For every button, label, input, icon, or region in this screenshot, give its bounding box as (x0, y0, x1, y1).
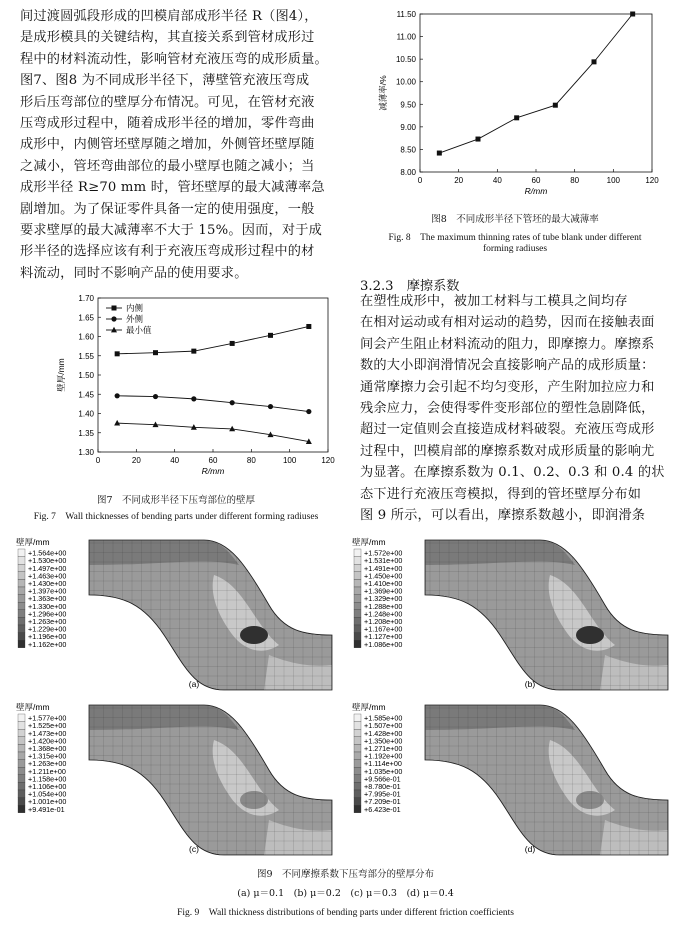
text-line: 在塑性成形中，被加工材料与工模具之间均存 (360, 294, 628, 309)
legend-swatch (18, 625, 25, 633)
legend-swatch (354, 625, 361, 633)
legend-swatch (18, 737, 25, 745)
fig9-panel-c (14, 700, 340, 860)
legend-level: +1.497e+00 (28, 563, 67, 573)
legend-level: +1.001e+00 (28, 797, 67, 807)
legend-level: +1.530e+00 (28, 556, 67, 566)
thinning-spot (576, 626, 604, 644)
legend-swatch (354, 798, 361, 806)
y-axis-label: 减薄率/% (378, 75, 388, 111)
y-tick-label: 10.50 (395, 55, 416, 65)
text-line: 为显著。在摩擦系数为 0.1、0.2、0.3 和 0.4 的状 (360, 465, 665, 481)
legend-marker (112, 306, 117, 311)
fig7-caption-cn: 图7 不同成形半径下压弯部位的壁厚 (96, 495, 256, 506)
data-point (630, 12, 635, 17)
legend-swatch (354, 729, 361, 737)
legend-swatch (18, 557, 25, 565)
x-tick-label: 0 (95, 456, 101, 465)
data-point (230, 400, 235, 405)
legend-swatch (354, 610, 361, 618)
legend-level: +1.263e+00 (28, 759, 67, 769)
y-tick-label: 1.40 (78, 409, 94, 419)
legend-level: +1.167e+00 (364, 624, 403, 634)
text-line: 成形中，内侧管坯壁厚随之增加，外侧管坯壁厚随 (20, 137, 315, 153)
legend-swatch (354, 752, 361, 760)
legend-title: 壁厚/mm (352, 537, 386, 547)
legend-level: +1.572e+00 (364, 548, 403, 558)
thinning-spot (576, 791, 604, 809)
text-line: 间过渡圆弧段形成的凹模肩部成形半径 R（图4）， (20, 9, 318, 24)
x-tick-label: 120 (645, 176, 659, 185)
legend-level: +6.423e-01 (364, 804, 401, 814)
legend-swatch (354, 714, 361, 722)
legend-swatch (18, 633, 25, 641)
legend-swatch (354, 617, 361, 625)
legend-level: +1.531e+00 (364, 556, 403, 566)
fig7-chart (16, 290, 336, 492)
legend-swatch (354, 557, 361, 565)
data-point (476, 137, 481, 142)
legend-level: +1.397e+00 (28, 586, 67, 596)
series-line (439, 14, 632, 153)
legend-level: +1.248e+00 (364, 609, 403, 619)
fig9-panel-b (350, 535, 680, 695)
y-tick-label: 1.35 (78, 428, 94, 438)
legend-swatch (18, 587, 25, 595)
legend-level: +7.209e-01 (364, 797, 401, 807)
text-line: 成形半径 R≥70 mm 时，管坯壁厚的最大减薄率急 (20, 180, 325, 196)
x-tick-label: 40 (492, 176, 502, 185)
x-axis-label: R/mm (524, 186, 548, 196)
text-line: 剧增加。为了保证零件具备一定的使用强度，一般 (20, 201, 315, 217)
legend-swatch (18, 595, 25, 603)
text-line: 是成形模具的关键结构，其直接关系到管材成形过 (20, 30, 315, 46)
series-line (117, 396, 309, 412)
data-point (268, 333, 273, 338)
fig9-caption-en: Fig. 9 Wall thickness distributions of bending parts under different friction coefficients (177, 908, 514, 918)
legend-level: +8.780e-01 (364, 782, 401, 791)
legend-entry: 最小值 (126, 325, 152, 335)
data-point (306, 409, 311, 414)
legend-level: +1.086e+00 (364, 639, 403, 649)
legend-swatch (354, 760, 361, 768)
legend-swatch (18, 602, 25, 610)
text-line: 在相对运动或有相对运动的趋势，因而在接触表面 (360, 315, 655, 331)
legend-swatch (18, 722, 25, 730)
x-tick-label: 40 (170, 456, 180, 465)
text-line: 超过一定值则会直接造成材料破裂。充液压弯成形 (360, 422, 655, 438)
text-line: 形半径的选择应该有利于充液压弯成形过程中的材 (20, 244, 315, 260)
legend-level: +1.473e+00 (28, 728, 67, 738)
text-line: 形后压弯部位的壁厚分布情况。可见，在管材充液 (20, 94, 315, 110)
legend-swatch (18, 714, 25, 722)
data-point (306, 324, 311, 329)
data-point (115, 393, 120, 398)
legend-marker (111, 316, 116, 321)
data-point (114, 420, 120, 426)
fig7-caption-en: Fig. 7 Wall thicknesses of bending parts under different forming radiuses (33, 512, 319, 522)
legend-swatch (354, 790, 361, 798)
legend-level: +1.577e+00 (28, 713, 67, 723)
legend-swatch (18, 805, 25, 813)
legend-level: +1.127e+00 (364, 632, 403, 642)
x-tick-label: 80 (246, 456, 256, 465)
panel-tag: (b) (524, 679, 536, 689)
legend-level: +1.196e+00 (28, 632, 67, 642)
legend-level: +1.263e+00 (28, 617, 67, 626)
data-point (230, 341, 235, 346)
legend-swatch (354, 775, 361, 783)
series-line (117, 423, 309, 441)
legend-swatch (354, 737, 361, 745)
text-line: 要求壁厚的最大减薄率不大于 15%。因而，对于成 (20, 222, 323, 238)
text-line: 残余应力，会使得零件变形部位的塑性急剧降低， (360, 400, 655, 416)
section-heading: 3.2.3 摩擦系数 (360, 279, 460, 294)
legend-level: +1.054e+00 (28, 789, 67, 799)
legend-title: 壁厚/mm (16, 537, 50, 547)
y-tick-label: 1.65 (78, 313, 94, 323)
legend-swatch (18, 610, 25, 618)
text-line: 压弯成形过程中，随着成形半径的增加，零件弯曲 (20, 115, 315, 131)
legend-level: +9.491e-01 (28, 804, 65, 814)
y-tick-label: 9.50 (400, 100, 416, 110)
fig9-panel-a (14, 535, 340, 695)
legend-level: +1.368e+00 (28, 744, 67, 753)
x-tick-label: 80 (570, 176, 580, 185)
y-tick-label: 10.00 (395, 77, 416, 87)
fig8-chart (362, 6, 662, 206)
legend-swatch (354, 744, 361, 752)
fig9-caption-cn: 图9 不同摩擦系数下压弯部分的壁厚分布 (256, 869, 435, 880)
legend-level: +1.211e+00 (28, 766, 66, 776)
legend-swatch (354, 587, 361, 595)
text-line: 数的大小即润滑情况会直接影响产品的成形质量： (360, 358, 655, 374)
legend-level: +1.585e+00 (364, 713, 403, 723)
text-line: 之减小，管坯弯曲部位的最小壁厚也随之减小；当 (20, 158, 315, 174)
legend-swatch (354, 572, 361, 580)
text-line: 图7、图8 为不同成形半径下，薄壁管充液压弯成 (20, 73, 310, 89)
legend-level: +1.162e+00 (28, 639, 67, 649)
legend-swatch (18, 775, 25, 783)
legend-level: +7.995e-01 (364, 789, 401, 799)
legend-level: +1.428e+00 (364, 728, 403, 738)
text-line: 态下进行充液压弯模拟，得到的管坯壁厚分布如 (360, 486, 642, 502)
legend-level: +1.192e+00 (364, 751, 403, 761)
legend-title: 壁厚/mm (352, 702, 386, 712)
text-line: 过程中，凹模肩部的摩擦系数对成形质量的影响尤 (360, 443, 655, 459)
x-axis-label: R/mm (201, 466, 225, 476)
data-point (153, 350, 158, 355)
panel-tag: (c) (189, 844, 199, 854)
text-line: 程中的材料流动性，影响管材充液压弯的成形质量。 (20, 51, 328, 67)
data-point (592, 59, 597, 64)
y-tick-label: 8.00 (400, 168, 416, 177)
y-tick-label: 11.50 (396, 10, 416, 19)
x-tick-label: 100 (282, 456, 297, 465)
legend-level: +1.035e+00 (364, 766, 403, 776)
plot-frame (420, 14, 652, 172)
right-paragraph (360, 291, 665, 526)
legend-swatch (18, 564, 25, 572)
legend-level: +1.271e+00 (364, 744, 403, 753)
legend-swatch (18, 744, 25, 752)
legend-level: +1.158e+00 (28, 774, 67, 784)
text-line: 图 9 所示，可以看出，摩擦系数越小，即润滑条 (360, 507, 646, 523)
legend-swatch (18, 549, 25, 557)
legend-level: +1.315e+00 (28, 751, 67, 761)
legend-swatch (18, 572, 25, 580)
legend-swatch (18, 752, 25, 760)
fig9-panel-d (350, 700, 680, 860)
x-tick-label: 20 (131, 456, 141, 465)
x-tick-label: 120 (321, 456, 335, 465)
legend-level: +1.450e+00 (364, 571, 403, 581)
legend-title: 壁厚/mm (16, 702, 50, 712)
legend-swatch (354, 602, 361, 610)
legend-swatch (18, 579, 25, 587)
legend-entry: 内侧 (126, 303, 144, 313)
fig9-subcaption: (a) μ＝0.1 (b) μ＝0.2 (c) μ＝0.3 (d) μ＝0.4 (237, 888, 454, 899)
legend-level: +1.369e+00 (364, 586, 403, 596)
x-tick-label: 60 (208, 456, 218, 465)
panel-tag: (d) (524, 844, 536, 854)
y-tick-label: 1.50 (78, 371, 94, 380)
data-point (437, 151, 442, 156)
legend-swatch (354, 722, 361, 730)
legend-level: +1.525e+00 (28, 721, 67, 731)
legend-level: +1.363e+00 (28, 594, 67, 604)
data-point (153, 394, 158, 399)
data-point (115, 351, 120, 356)
legend-swatch (354, 640, 361, 648)
thinning-spot (240, 626, 268, 644)
legend-swatch (354, 805, 361, 813)
legend-level: +9.566e-01 (364, 774, 401, 784)
y-axis-label: 壁厚/mm (56, 358, 66, 392)
fig8-caption-en-1: Fig. 8 The maximum thinning rates of tube blank under different (388, 233, 642, 243)
fig8-caption-en-2: forming radiuses (482, 244, 548, 254)
legend-level: +1.507e+00 (364, 721, 403, 731)
x-tick-label: 100 (606, 176, 621, 185)
y-tick-label: 1.30 (78, 448, 94, 457)
data-point (553, 103, 558, 108)
x-tick-label: 0 (417, 176, 423, 185)
legend-swatch (354, 579, 361, 587)
legend-level: +1.564e+00 (28, 548, 67, 558)
legend-swatch (18, 767, 25, 775)
left-paragraph (20, 6, 328, 284)
legend-swatch (18, 640, 25, 648)
y-tick-label: 1.60 (78, 332, 94, 342)
text-line: 通常摩擦力会引起不均匀变形，产生附加拉应力和 (360, 379, 655, 395)
thinning-spot (240, 791, 268, 809)
legend-swatch (18, 760, 25, 768)
y-tick-label: 1.55 (78, 351, 94, 361)
x-tick-label: 60 (531, 176, 541, 185)
legend-swatch (354, 767, 361, 775)
legend-level: +1.410e+00 (364, 579, 403, 588)
legend-swatch (354, 595, 361, 603)
legend-swatch (18, 729, 25, 737)
x-tick-label: 20 (454, 176, 464, 185)
data-point (191, 396, 196, 401)
legend-level: +1.463e+00 (28, 571, 67, 581)
fig8-caption-cn: 图8 不同成形半径下管坯的最大减薄率 (431, 214, 599, 225)
y-tick-label: 1.45 (78, 390, 94, 400)
data-point (514, 115, 519, 120)
legend-swatch (18, 798, 25, 806)
legend-level: +1.329e+00 (364, 594, 403, 604)
legend-level: +1.330e+00 (28, 601, 67, 611)
legend-level: +1.106e+00 (28, 782, 67, 791)
legend-swatch (354, 633, 361, 641)
legend-entry: 外侧 (126, 314, 144, 324)
legend-swatch (354, 782, 361, 790)
legend-level: +1.229e+00 (28, 624, 67, 634)
legend-level: +1.296e+00 (28, 609, 67, 619)
y-tick-label: 8.50 (400, 145, 416, 155)
panel-tag: (a) (188, 679, 200, 689)
text-line: 料流动，同时不影响产品的使用要求。 (20, 265, 248, 281)
legend-level: +1.288e+00 (364, 601, 403, 611)
y-tick-label: 9.00 (400, 122, 416, 132)
y-tick-label: 1.70 (78, 294, 94, 303)
legend-swatch (18, 790, 25, 798)
legend-swatch (354, 564, 361, 572)
legend-swatch (18, 617, 25, 625)
legend-level: +1.350e+00 (364, 736, 403, 746)
legend-swatch (354, 549, 361, 557)
y-tick-label: 11.00 (396, 32, 416, 42)
data-point (268, 404, 273, 409)
legend-level: +1.491e+00 (364, 563, 403, 573)
legend-level: +1.114e+00 (364, 759, 402, 769)
legend-level: +1.420e+00 (28, 736, 67, 746)
legend-level: +1.208e+00 (364, 617, 403, 626)
legend-swatch (18, 782, 25, 790)
legend-level: +1.430e+00 (28, 579, 67, 588)
data-point (191, 349, 196, 354)
text-line: 间会产生阻止材料流动的阻力，即摩擦力。摩擦系 (360, 336, 655, 352)
